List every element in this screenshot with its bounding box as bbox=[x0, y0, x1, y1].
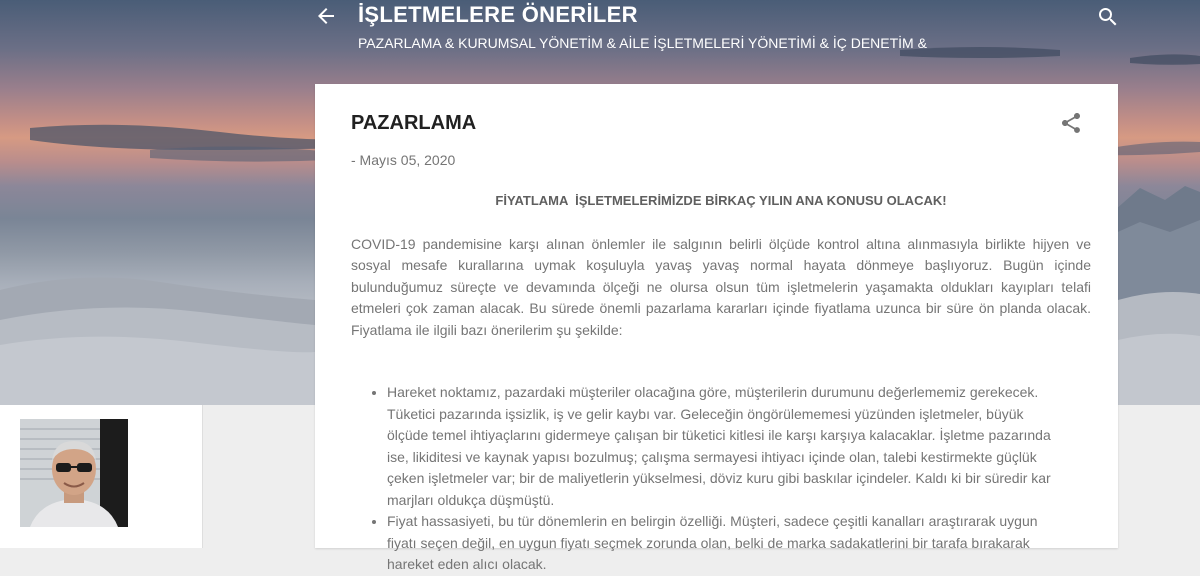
post-card bbox=[315, 84, 1118, 572]
post-title[interactable]: PAZARLAMA bbox=[351, 112, 477, 134]
author-avatar[interactable] bbox=[20, 419, 128, 527]
list-item: • Fiyat hassasiyeti, bu tür dönemlerin en belirgin özelliği. Müşteri, sadece çeşitli kanalları araştırarak uygun fiyatı seçen değil, en uygun fiyatı seçmek zorunda olan, belki de marka sadakatlerini bir tarafa bırakarak hareket eden alıcı olacak. bbox=[387, 511, 1063, 576]
site-title[interactable]: İŞLETMELERE ÖNERİLER bbox=[358, 2, 638, 27]
post-body bbox=[351, 190, 1091, 576]
post-intro-paragraph: COVID-19 pandemisine karşı alınan önlemler ile salgının belirli ölçüde kontrol altına alınmasıyla birlikte hijyen ve sosyal mesafe kurallarına uymak koşuluyla yavaş yavaş normal hayata dönmeye başlıyoruz. Bugün içinde bulunduğumuz süreçte ve devamında ölçeği ne olursa olsun tüm işletmelerin yaşamakta oldukları kayıpları telafi etmeleri çok zaman alacak. Bu sürede önemli pazarlama kararları içinde fiyatlama uzunca bir süre ön planda olacak. Fiyatlama ile ilgili bazı önerilerim şu şekilde: bbox=[351, 235, 1091, 338]
post-date[interactable]: - Mayıs 05, 2020 bbox=[351, 152, 456, 168]
post-bullet-list bbox=[351, 382, 1063, 576]
site-description: PAZARLAMA & KURUMSAL YÖNETİM & AİLE İŞLETMELERİ YÖNETİMİ & İÇ DENETİM & bbox=[358, 35, 927, 51]
search-icon[interactable] bbox=[1096, 5, 1120, 29]
arrow-left-icon[interactable] bbox=[314, 4, 338, 28]
list-item: • Hareket noktamız, pazardaki müşteriler olacağına göre, müşterilerin durumunu değerlememiz gerekecek. Tüketici pazarında işsizlik, iş ve gelir kaybı var. Geleceğin öngörülememesi yüzünden işletmeler, büyük ölçüde temel ihtiyaçlarını gidermeye çalışan bir tüketici kitlesi ile karşı karşıya kalacaklar. İşletme pazarında ise, likiditesi ve kaynak yapısı bozulmuş; çalışma sermayesi ihtiyacı içinde olan, talebi kestirmekte güçlük çeken işletmeler var; bir de maliyetlerin yükselmesi, döviz kuru gibi baskılar içindeler. Kaldı ki bir süredir kar marjları oldukça düşmüştü. bbox=[387, 382, 1063, 511]
share-icon[interactable] bbox=[1059, 111, 1083, 135]
post-heading: FİYATLAMA İŞLETMELERİMİZDE BİRKAÇ YILIN ANA KONUSU OLACAK! bbox=[495, 193, 947, 208]
